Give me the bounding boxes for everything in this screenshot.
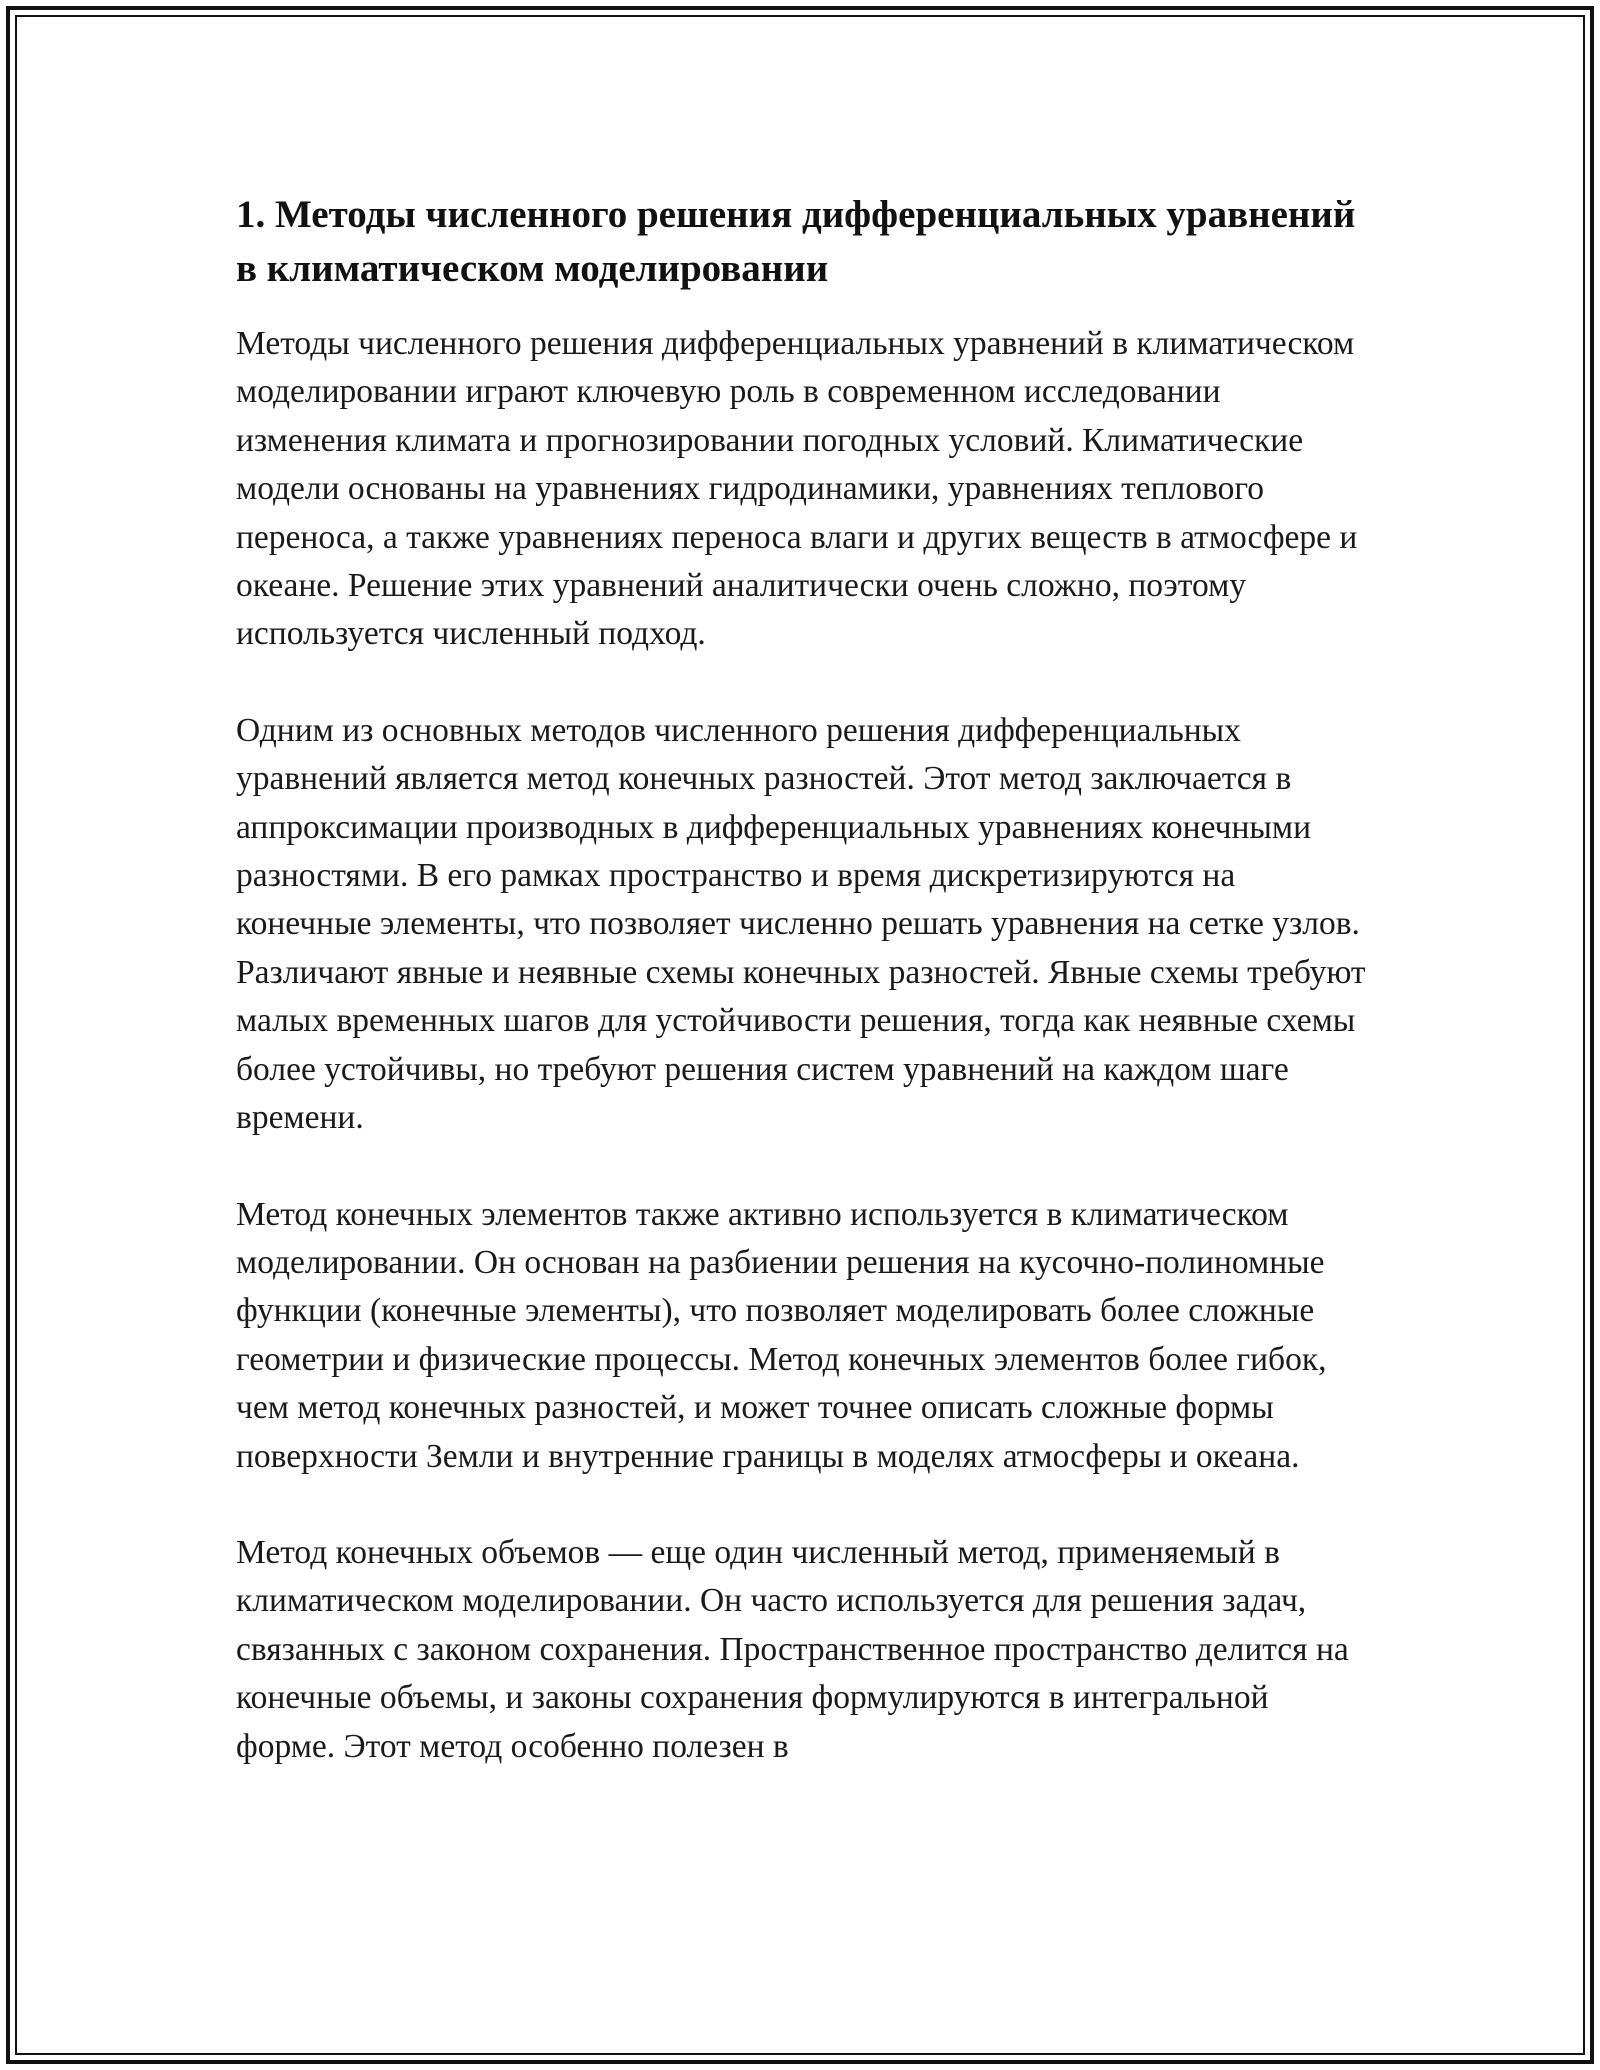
- paragraph-finite-elements: Метод конечных элементов также активно используется в климатическом моделировании. Он основан на разбиении решения на кусочно-полиномные функции (конечные элементы), что позволяет моделировать более сложные геометрии и физические процессы. Метод конечных элементов более гибок, чем метод конечных разностей, и может точнее описать сложные формы поверхности Земли и внутренние границы в моделях атмосферы и океана.: [236, 1195, 1327, 1475]
- paragraph-finite-differences: Одним из основных методов численного решения дифференциальных уравнений является метод конечных разностей. Этот метод заключается в аппроксимации производных в дифференциальных уравнениях конечными разностями. В его рамках пространство и время дискретизируются на конечные элементы, что позволяет численно решать уравнения на сетке узлов. Различают явные и неявные схемы конечных разностей. Явные схемы требуют малых временных шагов для устойчивости решения, тогда как неявные схемы более устойчивы, но требуют решения систем уравнений на каждом шаге времени.: [236, 711, 1366, 1137]
- paragraph-intro: Методы численного решения дифференциальных уравнений в климатическом моделировании играют ключевую роль в современном исследовании изменения климата и прогнозировании погодных условий. Климатические модели основаны на уравнениях гидродинамики, уравнениях теплового переноса, а также уравнениях переноса влаги и других веществ в атмосфере и океане. Решение этих уравнений аналитически очень сложно, поэтому используется численный подход.: [236, 325, 1358, 653]
- paragraph-finite-volumes: Метод конечных объемов — еще один численный метод, применяемый в климатическом моделировании. Он часто используется для решения задач, связанных с законом сохранения. Пространственное пространство делится на конечные объемы, и законы сохранения формулируются в интегральной форме. Этот метод особенно полезен в: [236, 1533, 1349, 1765]
- document-body: [236, 188, 1366, 1771]
- section-heading: 1. Методы численного решения дифференциальных уравнений в климатическом моделировании: [236, 193, 1356, 290]
